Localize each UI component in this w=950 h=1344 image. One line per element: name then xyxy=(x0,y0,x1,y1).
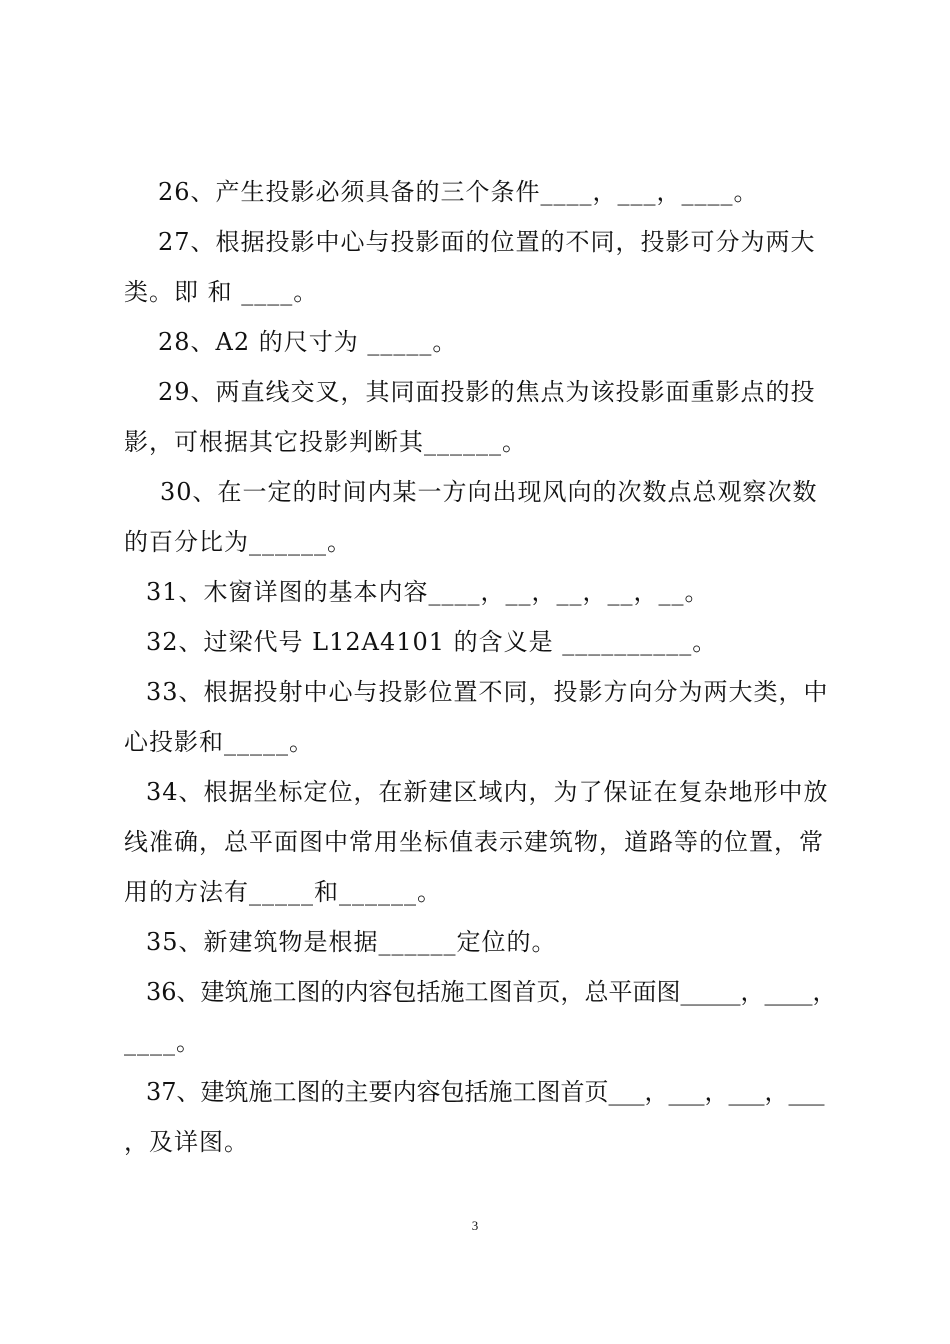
question-26: 26、产生投影必须具备的三个条件____，___，____。 xyxy=(158,178,759,206)
page-number: 3 xyxy=(471,1218,479,1233)
question-35: 35、新建筑物是根据______定位的。 xyxy=(146,928,557,956)
question-29-line-1: 29、两直线交叉，其同面投影的焦点为该投影面重影点的投 xyxy=(158,378,816,406)
question-28: 28、A2 的尺寸为 _____。 xyxy=(158,328,458,356)
question-36-line-1: 36、建筑施工图的内容包括施工图首页，总平面图_____，____， xyxy=(146,978,837,1006)
question-31: 31、木窗详图的基本内容____，__，__，__，__。 xyxy=(146,578,710,606)
question-32: 32、过梁代号 L12A4101 的含义是 __________。 xyxy=(146,628,718,656)
question-34-line-1: 34、根据坐标定位，在新建区域内，为了保证在复杂地形中放 xyxy=(146,778,829,806)
question-33-line-1: 33、根据投射中心与投影位置不同，投影方向分为两大类，中 xyxy=(146,678,829,706)
question-29-line-2: 影，可根据其它投影判断其______。 xyxy=(124,428,527,456)
question-34-line-3: 用的方法有_____和______。 xyxy=(124,878,442,906)
question-37-line-2: ，及详图。 xyxy=(124,1128,249,1156)
question-27-line-1: 27、根据投影中心与投影面的位置的不同，投影可分为两大 xyxy=(158,228,816,256)
question-27-line-2: 类。即 和 ____。 xyxy=(124,278,319,306)
question-30-line-2: 的百分比为______。 xyxy=(124,528,352,556)
question-37-line-1: 37、建筑施工图的主要内容包括施工图首页___，___，___，___ xyxy=(146,1078,825,1106)
question-33-line-2: 心投影和_____。 xyxy=(124,728,314,756)
question-34-line-2: 线准确，总平面图中常用坐标值表示建筑物，道路等的位置，常 xyxy=(124,828,824,856)
question-36-line-2: ____。 xyxy=(124,1028,201,1056)
question-30-line-1: 30、在一定的时间内某一方向出现风向的次数点总观察次数 xyxy=(160,478,818,506)
